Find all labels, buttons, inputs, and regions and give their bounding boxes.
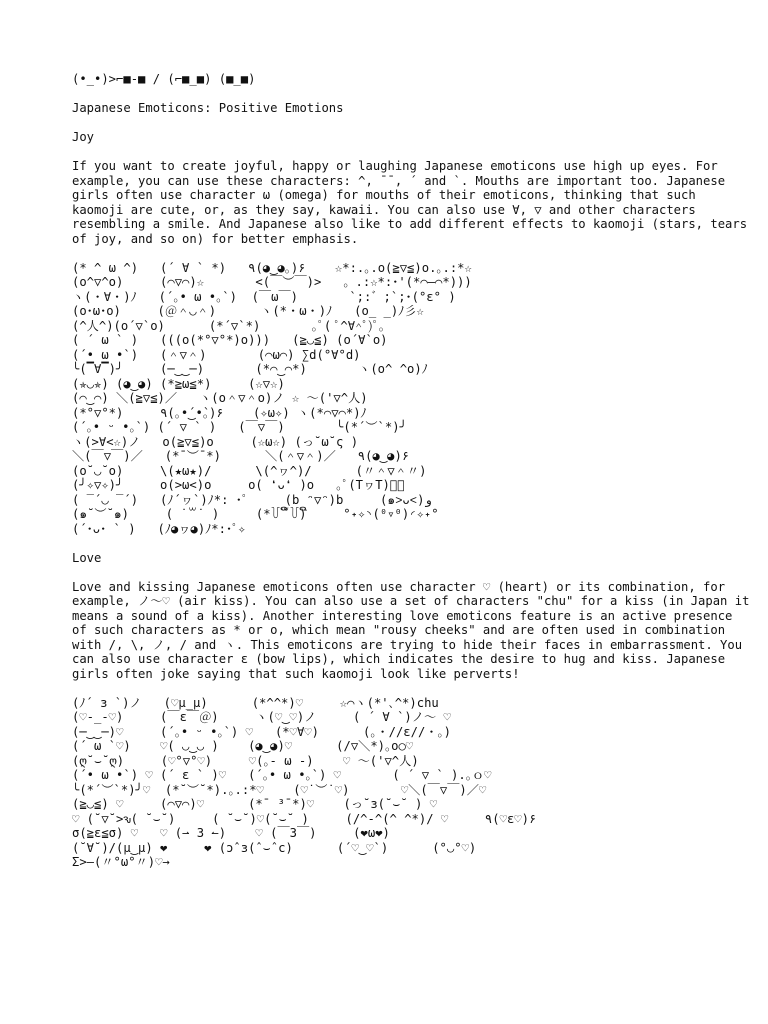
spacer — [72, 681, 752, 696]
love-paragraph: Love and kissing Japanese emoticons often use character ♡ (heart) or its combination, for example, ノ～♡ (air kiss). You can also use a set of characters "chu" for a kiss (in Japan it means a sound of a kiss). Another interesting love emoticons feature is an active presence of such characters as * or o, which mean "rousy cheeks" and are often used in combination with /, \, ノ, / and ヽ. This emoticons are trying to hide their faces in embarrassment. You can also use character ε (bow lips), which indicates the desire to hug and kiss. Japanese girls often joke saying that such kaomoji look like perverts! — [72, 579, 750, 681]
emoticon-line: (≧◡≦) ♡ (⌒▽⌒)♡ (*¯ ³¯*)♡ (っ˘з(˘⌣˘ ) ♡ — [72, 797, 438, 811]
emoticon-line: (๑˘︶˘๑) ( ˙꒳˙ ) (*꒦ິ꒳꒦ີ) °˖✧◝(⁰▿⁰)◜✧˖° — [72, 507, 439, 521]
emoticon-line: (˘∀˘)/(μ‿μ) ❤ ❤ (ɔˆз(ˆ⌣ˆc) (´♡‿♡`) (°◡°♡) — [72, 840, 477, 855]
emoticon-line: (´ ω `♡) ♡( ◡‿◡ ) (◕‿◕)♡ (/▽＼*)｡o○♡ — [72, 739, 414, 753]
spacer — [72, 145, 752, 160]
emoticon-line: Σ>―(〃°ω°〃)♡→ — [72, 855, 170, 869]
emoticon-line: (´｡• ᵕ •｡`) (´ ▽ ` ) (￣▽￣) ╰(*´︶`*)╯ — [72, 420, 407, 434]
emoticon-line: (⌒‿⌒) ＼(≧▽≦)／ ヽ(o＾▽＾o)ノ ☆ ～('▽^人) — [72, 391, 368, 405]
emoticon-line: ( ‾́ ◡ ‾́ ) (ﾉ´ヮ`)ﾉ*: ･ﾟ (b ᵔ▽ᵔ)b (๑˃ᴗ˂)ﻭ — [72, 492, 432, 507]
page-title: Japanese Emoticons: Positive Emotions — [72, 101, 344, 115]
spacer — [72, 565, 752, 580]
emoticon-line: ヽ(・∀・)ﾉ (´｡• ω •｡`) (￣ω￣) `;:゛;`;･(°ε° ) — [72, 289, 456, 304]
emoticon-line: (´• ω •`) (＾▽＾) (⌒ω⌒) ∑d(°∀°d) — [72, 347, 361, 362]
spacer — [72, 246, 752, 261]
joy-heading: Joy — [72, 130, 95, 144]
emoticon-line: ╰(*´︶`*)╯♡ (*˘︶˘*).｡.:*♡ (♡˙︶˙♡) ♡＼(￣▽￣)／♡ — [72, 782, 487, 797]
header-emoticon: (•_•)>⌐■-■ / (⌐■_■) (■_■) — [72, 72, 256, 86]
emoticon-line: (* ^ ω ^) (´ ∀ ` *) ٩(◕‿◕｡)۶ ☆*:.｡.o(≧▽≦)o.｡.:*☆ — [72, 260, 472, 275]
emoticon-line: (╯✧▽✧)╯ o(>ω<)o o( ❛ᴗ❛ )o ｡ﾟ(TヮT)ﾟ｡ — [72, 478, 405, 492]
emoticon-line: (^人^)(o´▽`o) (*´▽`*) ｡ﾟ( ﾟ^∀^ﾟ)ﾟ｡ — [72, 318, 385, 333]
emoticon-line: (o^▽^o) (⌒▽⌒)☆ <(￣︶￣)> 。.:☆*:･'(*⌒―⌒*))) — [72, 275, 472, 289]
emoticon-line: (ღ˘⌣˘ღ) (♡°▽°♡) ♡(｡- ω -) ♡ ～('▽^人) — [72, 753, 419, 768]
emoticon-line: σ(≧ε≦σ) ♡ ♡ (⇀ 3 ↼) ♡ (￣З￣) (❤ω❤) — [72, 826, 390, 840]
emoticon-line: ヽ(>∀<☆)ノ o(≧▽≦)o (☆ω☆) (っ˘ω˘ς ) — [72, 434, 359, 449]
love-heading: Love — [72, 550, 102, 565]
joy-emoticon-list — [72, 261, 752, 537]
emoticon-line: ＼(￣▽￣)／ (*¯︶¯*) ＼(＾▽＾)／ ٩(◕‿◕)۶ — [72, 449, 410, 463]
emoticon-line: (*°▽°*) ٩(｡•́‿•̀｡)۶ (✧ω✧) ヽ(*⌒▽⌒*)ﾉ — [72, 405, 367, 420]
spacer — [72, 116, 752, 131]
love-emoticon-list — [72, 696, 752, 870]
emoticon-line: (´･ᴗ･ ` ) (ﾉ◕ヮ◕)ﾉ*:･ﾟ✧ — [72, 521, 246, 536]
emoticon-line: ╰(▔∀▔)╯ (─‿‿─) (*⌒‿⌒*) ヽ(o^ ^o)ﾉ — [72, 362, 428, 376]
emoticon-line: (ﾉ´ з `)ノ (♡μ_μ) (*^^*)♡ ☆⌒ヽ(*'､^*)chu — [72, 695, 439, 710]
emoticon-line: (´• ω •`) ♡ (´ ε ` )♡ (´｡• ω •｡`) ♡ ( ´ ▽ ` ).｡ｏ♡ — [72, 768, 492, 782]
emoticon-line: (─‿‿─)♡ (´｡• ᵕ •｡`) ♡ (*♡∀♡) (｡・//ε//・｡) — [72, 724, 451, 739]
emoticon-line: (o･ω･o) (＠＾◡＾) ヽ(*・ω・)ﾉ (o_ _)ﾉ彡☆ — [72, 304, 424, 318]
spacer — [72, 536, 752, 551]
emoticon-line: (✯◡✯) (◕‿◕) (*≧ω≦*) (☆▽☆) — [72, 376, 285, 391]
joy-paragraph: If you want to create joyful, happy or laughing Japanese emoticons use high up eyes. For example, you can use these characters: ^, ¯¯, ´ and `. Mouths are important too. Japanese girls often use character ω (omega) for mouths of their emoticons, thinking that such kaomoji are cute, or, as they say, kawaii. You can also use ∀, ▽ and other characters resembling a smile. And Japanese also like to add different effects to kaomoji (stars, tears of joy, and so on) for better emphasis. — [72, 159, 748, 246]
document-page — [72, 72, 752, 870]
emoticon-line: (♡-_-♡) (￣ε￣＠) ヽ(♡‿♡)ノ ( ´ ∀ `)ノ～ ♡ — [72, 710, 451, 724]
emoticon-line: ♡ (˘▽˘>ԅ( ˘⌣˘) ( ˘⌣˘)♡(˘⌣˘ ) (/^-^(^ ^*)/ ♡ ٩(♡ε♡)۶ — [72, 811, 537, 826]
spacer — [72, 87, 752, 102]
emoticon-line: ( ´ ω ` ) (((o(*°▽°*)o))) (≧◡≦) (o´∀`o) — [72, 333, 388, 347]
emoticon-line: (o˘◡˘o) \(★ω★)/ \(^ヮ^)/ (〃＾▽＾〃) — [72, 463, 427, 478]
